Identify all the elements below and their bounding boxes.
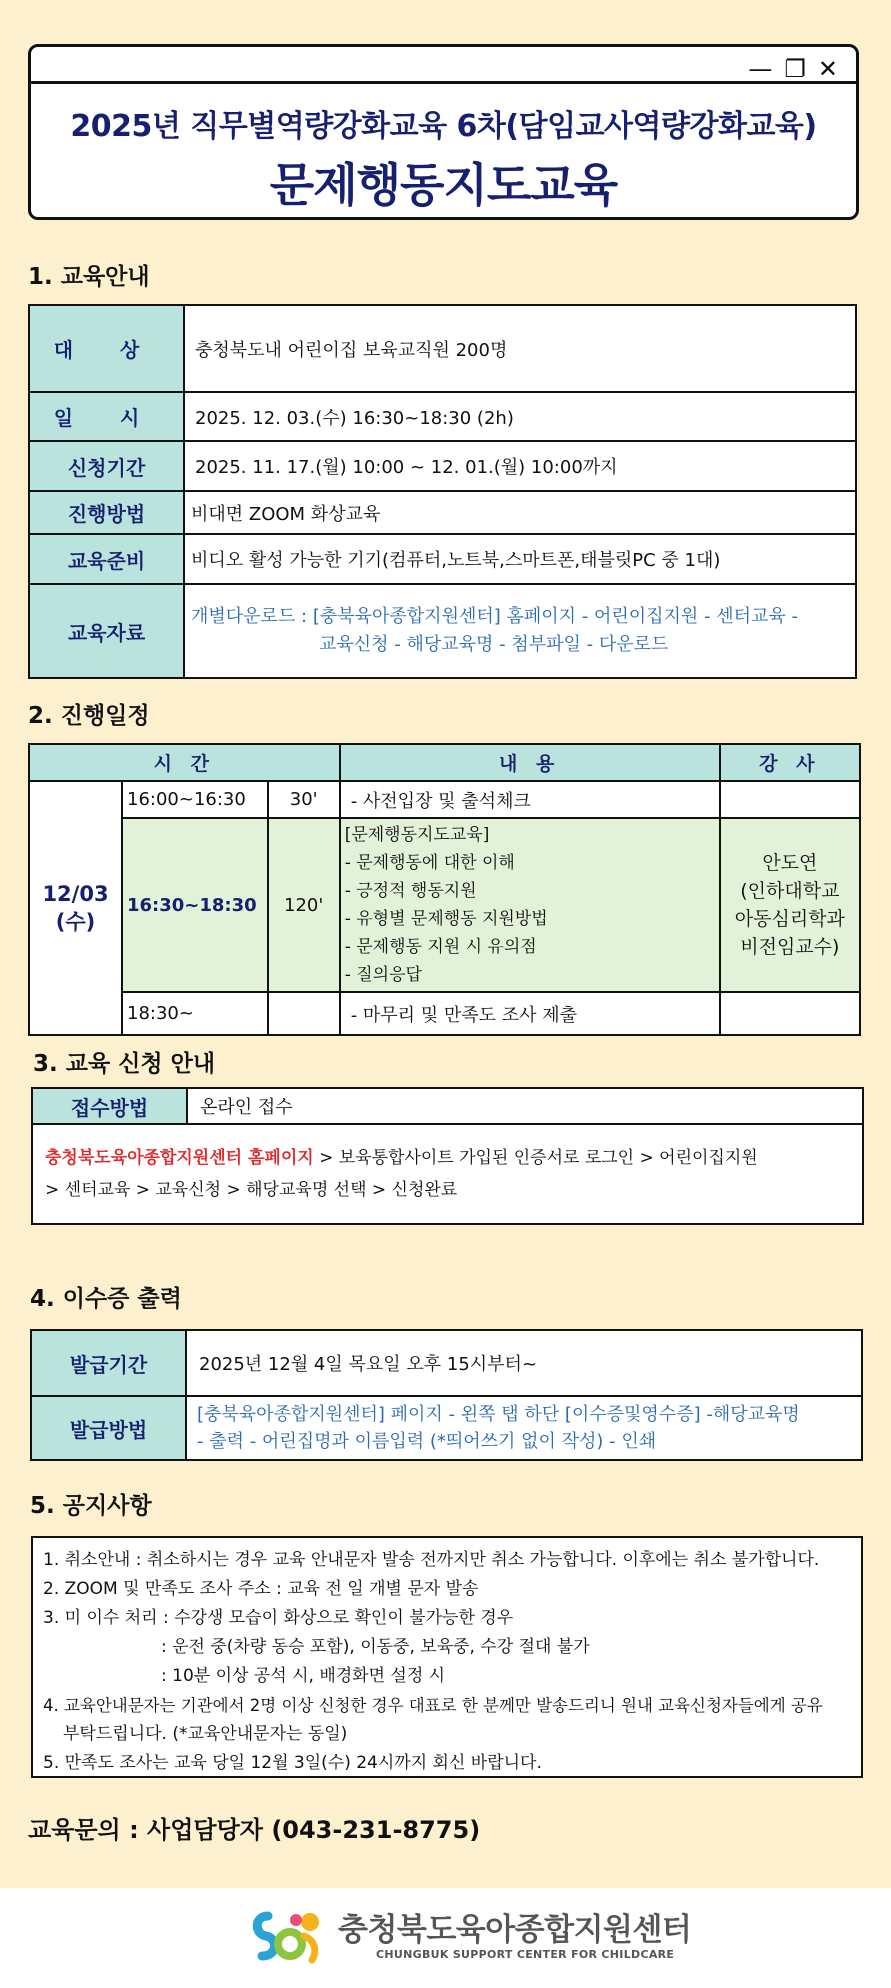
duration-cell [268,992,340,1035]
restore-icon: ❐ [784,55,810,83]
lecturer-cell [720,818,860,992]
page-title: 2025년 직무별역량강화교육 6차(담임교사역량강화교육) [70,109,817,144]
row-value: 비대면 ZOOM 화상교육 [184,491,856,534]
time-cell: 18:30~ [122,992,268,1035]
lecturer-line: 비전임교수) [740,936,840,958]
title-divider [31,81,856,84]
row-label: 일 시 [29,392,184,441]
content-line: - 문제행동 지원 시 유의점 [344,937,537,957]
notice-line: 2. ZOOM 및 만족도 조사 주소 : 교육 전 일 개별 문자 발송 [43,1579,479,1599]
row-label: 접수방법 [32,1088,187,1124]
table-row [29,441,856,491]
row-value: 온라인 접수 [187,1088,863,1124]
table-row [29,584,856,678]
notice-line: 부탁드립니다. (*교육안내문자는 동일) [63,1724,348,1744]
org-name-en: CHUNGBUK SUPPORT CENTER FOR CHILDCARE [376,1948,675,1961]
materials-value [184,584,856,678]
application-path-line2: > 센터교육 > 교육신청 > 해당교육명 선택 > 신청완료 [45,1180,458,1200]
homepage-link[interactable]: 충청북도육아종합지원센터 홈페이지 [45,1148,314,1168]
row-value [186,1396,862,1460]
schedule-header-row [29,744,860,781]
day-text: (수) [55,910,96,934]
table-row [29,392,856,441]
row-value: 충청북도내 어린이집 보육교직원 200명 [184,305,856,392]
contact-info: 교육문의 : 사업담당자 (043-231-8775) [28,1816,481,1844]
application-table [31,1087,864,1225]
section1-heading: 1. 교육안내 [28,264,150,290]
issue-method-line1: [충북육아종합지원센터] 페이지 - 왼쪽 탭 하단 [이수증및영수증] -해당교육명 [197,1404,800,1425]
row-value: 비디오 활성 가능한 기기(컴퓨터,노트북,스마트폰,태블릿PC 중 1대) [184,534,856,584]
table-row [29,305,856,392]
table-row [29,491,856,534]
row-value: 2025. 12. 03.(수) 16:30~18:30 (2h) [184,392,856,441]
lecturer-line: 안도연 [762,852,818,874]
content-cell [340,818,720,992]
materials-line2: 교육신청 - 해당교육명 - 첨부파일 - 다운로드 [319,634,669,655]
date-text: 12/03 [42,882,109,906]
center-logo-icon [248,1906,326,1970]
row-label: 진행방법 [29,491,184,534]
col-header-content: 내 용 [340,744,720,781]
application-path-line1 [45,1142,852,1174]
col-header-time: 시 간 [29,744,340,781]
time-cell: 16:00~16:30 [122,781,268,818]
table-row [29,992,860,1035]
col-header-lecturer: 강 사 [720,744,860,781]
notice-line: 1. 취소안내 : 취소하시는 경우 교육 안내문자 발송 전까지만 취소 가능합니다. 이후에는 취소 불가합니다. [43,1550,820,1570]
row-label: 교육준비 [29,534,184,584]
close-icon: ✕ [817,55,842,83]
materials-line1: 개별다운로드 : [충북육아종합지원센터] 홈페이지 - 어린이집지원 - 센터교육 - [191,606,799,627]
row-value: 2025. 11. 17.(월) 10:00 ~ 12. 01.(월) 10:00까지 [184,441,856,491]
lecturer-line: 아동심리학과 [734,908,845,930]
notice-line: 4. 교육안내문자는 기관에서 2명 이상 신청한 경우 대표로 한 분께만 발송드리니 원내 교육신청자들에게 공유 [43,1696,823,1715]
notice-box [31,1536,863,1778]
duration-cell: 30' [268,781,340,818]
certificate-table [30,1329,863,1461]
notice-line: : 운전 중(차량 동승 포함), 이동중, 보육중, 수강 절대 불가 [161,1637,590,1657]
content-cell: - 사전입장 및 출석체크 [340,781,720,818]
row-label: 교육자료 [29,584,184,678]
table-row [29,781,860,818]
title-box [28,44,859,220]
org-name: 충청북도육아종합지원센터 [338,1912,692,1948]
duration-cell: 120' [268,818,340,992]
table-row [31,1330,862,1396]
section4-heading: 4. 이수증 출력 [30,1286,182,1312]
lecturer-cell [720,781,860,818]
schedule-table [28,743,861,1036]
date-cell [29,781,122,1035]
section5-heading: 5. 공지사항 [30,1493,152,1519]
window-controls [748,55,842,83]
application-path [32,1124,863,1224]
issue-method-line2: - 출력 - 어린집명과 이름입력 (*띄어쓰기 없이 작성) - 인쇄 [197,1431,657,1452]
content-cell: - 마무리 및 만족도 조사 제출 [340,992,720,1035]
row-label: 발급방법 [31,1396,186,1460]
table-row [29,534,856,584]
content-line: - 문제행동에 대한 이해 [344,853,515,873]
footer [0,1888,891,1988]
minimize-icon: — [748,55,777,83]
lecturer-cell [720,992,860,1035]
content-line: - 긍정적 행동지원 [344,881,477,901]
content-line: - 유형별 문제행동 지원방법 [344,909,548,929]
table-row [32,1088,863,1124]
table-row [31,1396,862,1460]
content-line: - 질의응답 [344,965,422,985]
lecturer-line: (인하대학교 [740,880,840,902]
time-cell: 16:30~18:30 [122,818,268,992]
notice-line: : 10분 이상 공석 시, 배경화면 설정 시 [161,1666,446,1686]
row-label: 발급기간 [31,1330,186,1396]
notice-line: 5. 만족도 조사는 교육 당일 12월 3일(수) 24시까지 회신 바랍니다. [43,1753,542,1773]
education-info-table [28,304,857,679]
path-text: > 보육통합사이트 가입된 인증서로 로그인 > 어린이집지원 [313,1148,758,1168]
section3-heading: 3. 교육 신청 안내 [33,1051,216,1077]
notice-line: 3. 미 이수 처리 : 수강생 모습이 화상으로 확인이 불가능한 경우 [43,1608,514,1628]
table-row [32,1124,863,1224]
row-label: 신청기간 [29,441,184,491]
page-subtitle: 문제행동지도교육 [269,158,618,212]
section2-heading: 2. 진행일정 [28,703,150,729]
row-label: 대 상 [29,305,184,392]
row-value: 2025년 12월 4일 목요일 오후 15시부터~ [186,1330,862,1396]
table-row [29,818,860,992]
content-line: [문제행동지도교육] [344,825,490,845]
